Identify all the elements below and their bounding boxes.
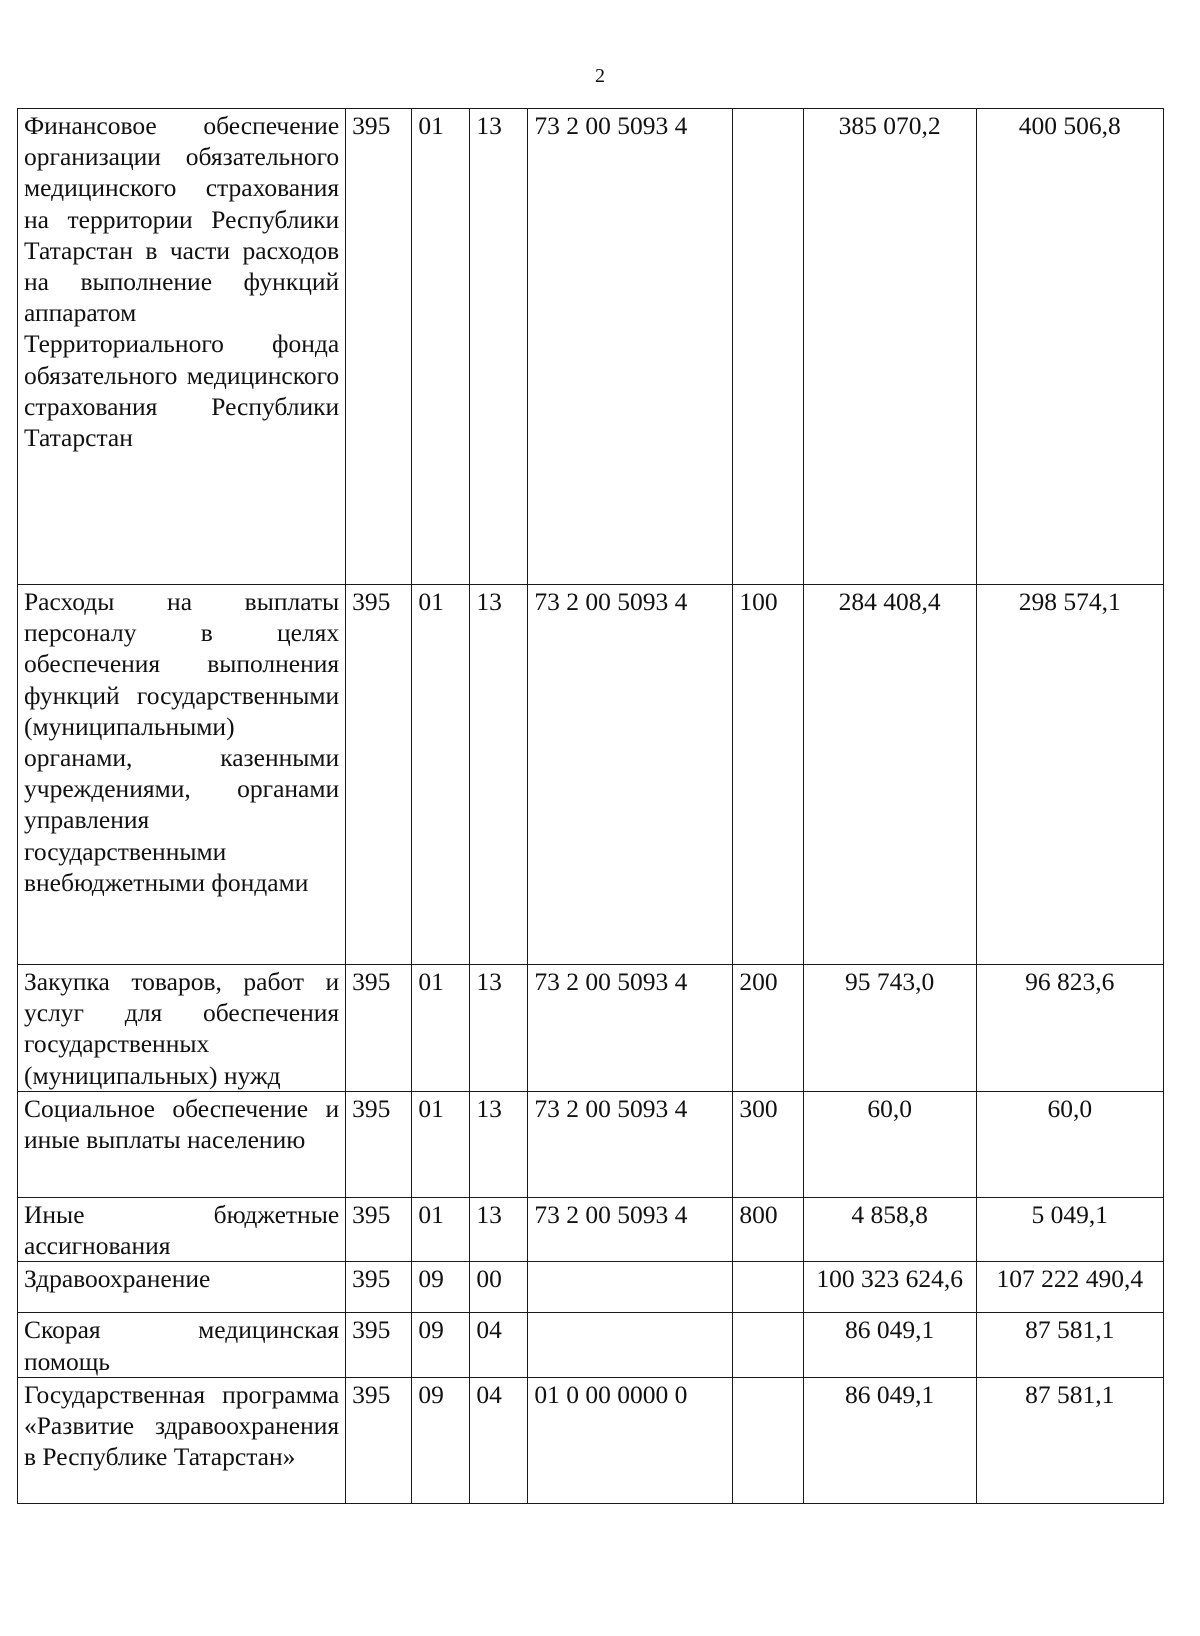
row-name: Скорая медицинская помощь [18, 1313, 346, 1377]
amount-year-2: 87 581,1 [976, 1313, 1163, 1377]
grbs-code: 395 [346, 585, 412, 965]
grbs-code: 395 [346, 965, 412, 1092]
section-code: 09 [412, 1377, 470, 1503]
grbs-code: 395 [346, 1377, 412, 1503]
section-code: 01 [412, 965, 470, 1092]
subsection-code: 13 [470, 1198, 528, 1262]
table-row [18, 1377, 1164, 1503]
table-row [18, 1313, 1164, 1377]
row-name: Здравоохранение [18, 1262, 346, 1313]
amount-year-1: 284 408,4 [803, 585, 976, 965]
target-item-code: 01 0 00 0000 0 [528, 1377, 733, 1503]
amount-year-1: 4 858,8 [803, 1198, 976, 1262]
budget-table [17, 108, 1164, 1504]
grbs-code: 395 [346, 1313, 412, 1377]
section-code: 01 [412, 109, 470, 585]
amount-year-2: 5 049,1 [976, 1198, 1163, 1262]
row-name: Закупка товаров, работ и услуг для обеспечения государственных (муниципальных) нужд [18, 965, 346, 1092]
table-row [18, 1092, 1164, 1198]
expense-type-code: 300 [733, 1092, 803, 1198]
target-item-code: 73 2 00 5093 4 [528, 965, 733, 1092]
amount-year-2: 60,0 [976, 1092, 1163, 1198]
amount-year-1: 60,0 [803, 1092, 976, 1198]
amount-year-1: 86 049,1 [803, 1377, 976, 1503]
amount-year-2: 87 581,1 [976, 1377, 1163, 1503]
row-name: Расходы на выплаты персоналу в целях обеспечения выполнения функций государственными (муниципальными) органами, казенными учреждениями, органами управления государственными внебюджетными фондами [18, 585, 346, 965]
amount-year-2: 298 574,1 [976, 585, 1163, 965]
amount-year-2: 96 823,6 [976, 965, 1163, 1092]
row-name: Финансовое обеспечение организации обязательного медицинского страхования на территории Республики Татарстан в части расходов на выполнение функций аппаратом Территориального фонда обязательного медицинского страхования Республики Татарстан [18, 109, 346, 585]
row-name: Иные бюджетные ассигнования [18, 1198, 346, 1262]
subsection-code: 04 [470, 1377, 528, 1503]
target-item-code: 73 2 00 5093 4 [528, 1092, 733, 1198]
section-code: 01 [412, 585, 470, 965]
table-row [18, 585, 1164, 965]
grbs-code: 395 [346, 1198, 412, 1262]
amount-year-1: 100 323 624,6 [803, 1262, 976, 1313]
amount-year-1: 385 070,2 [803, 109, 976, 585]
page-number: 2 [595, 65, 605, 87]
target-item-code [528, 1262, 733, 1313]
subsection-code: 00 [470, 1262, 528, 1313]
subsection-code: 13 [470, 1092, 528, 1198]
target-item-code: 73 2 00 5093 4 [528, 109, 733, 585]
grbs-code: 395 [346, 1262, 412, 1313]
expense-type-code [733, 1262, 803, 1313]
amount-year-1: 86 049,1 [803, 1313, 976, 1377]
amount-year-1: 95 743,0 [803, 965, 976, 1092]
amount-year-2: 107 222 490,4 [976, 1262, 1163, 1313]
expense-type-code: 100 [733, 585, 803, 965]
table-row [18, 965, 1164, 1092]
subsection-code: 04 [470, 1313, 528, 1377]
expense-type-code: 800 [733, 1198, 803, 1262]
expense-type-code [733, 1313, 803, 1377]
table-row [18, 109, 1164, 585]
grbs-code: 395 [346, 109, 412, 585]
table-row [18, 1198, 1164, 1262]
row-name: Социальное обеспечение и иные выплаты населению [18, 1092, 346, 1198]
row-name: Государственная программа «Развитие здравоохранения в Республике Татарстан» [18, 1377, 346, 1503]
grbs-code: 395 [346, 1092, 412, 1198]
amount-year-2: 400 506,8 [976, 109, 1163, 585]
table-row [18, 1262, 1164, 1313]
subsection-code: 13 [470, 585, 528, 965]
section-code: 09 [412, 1262, 470, 1313]
target-item-code: 73 2 00 5093 4 [528, 585, 733, 965]
section-code: 01 [412, 1092, 470, 1198]
section-code: 01 [412, 1198, 470, 1262]
subsection-code: 13 [470, 109, 528, 585]
section-code: 09 [412, 1313, 470, 1377]
expense-type-code [733, 1377, 803, 1503]
target-item-code [528, 1313, 733, 1377]
expense-type-code [733, 109, 803, 585]
target-item-code: 73 2 00 5093 4 [528, 1198, 733, 1262]
subsection-code: 13 [470, 965, 528, 1092]
expense-type-code: 200 [733, 965, 803, 1092]
